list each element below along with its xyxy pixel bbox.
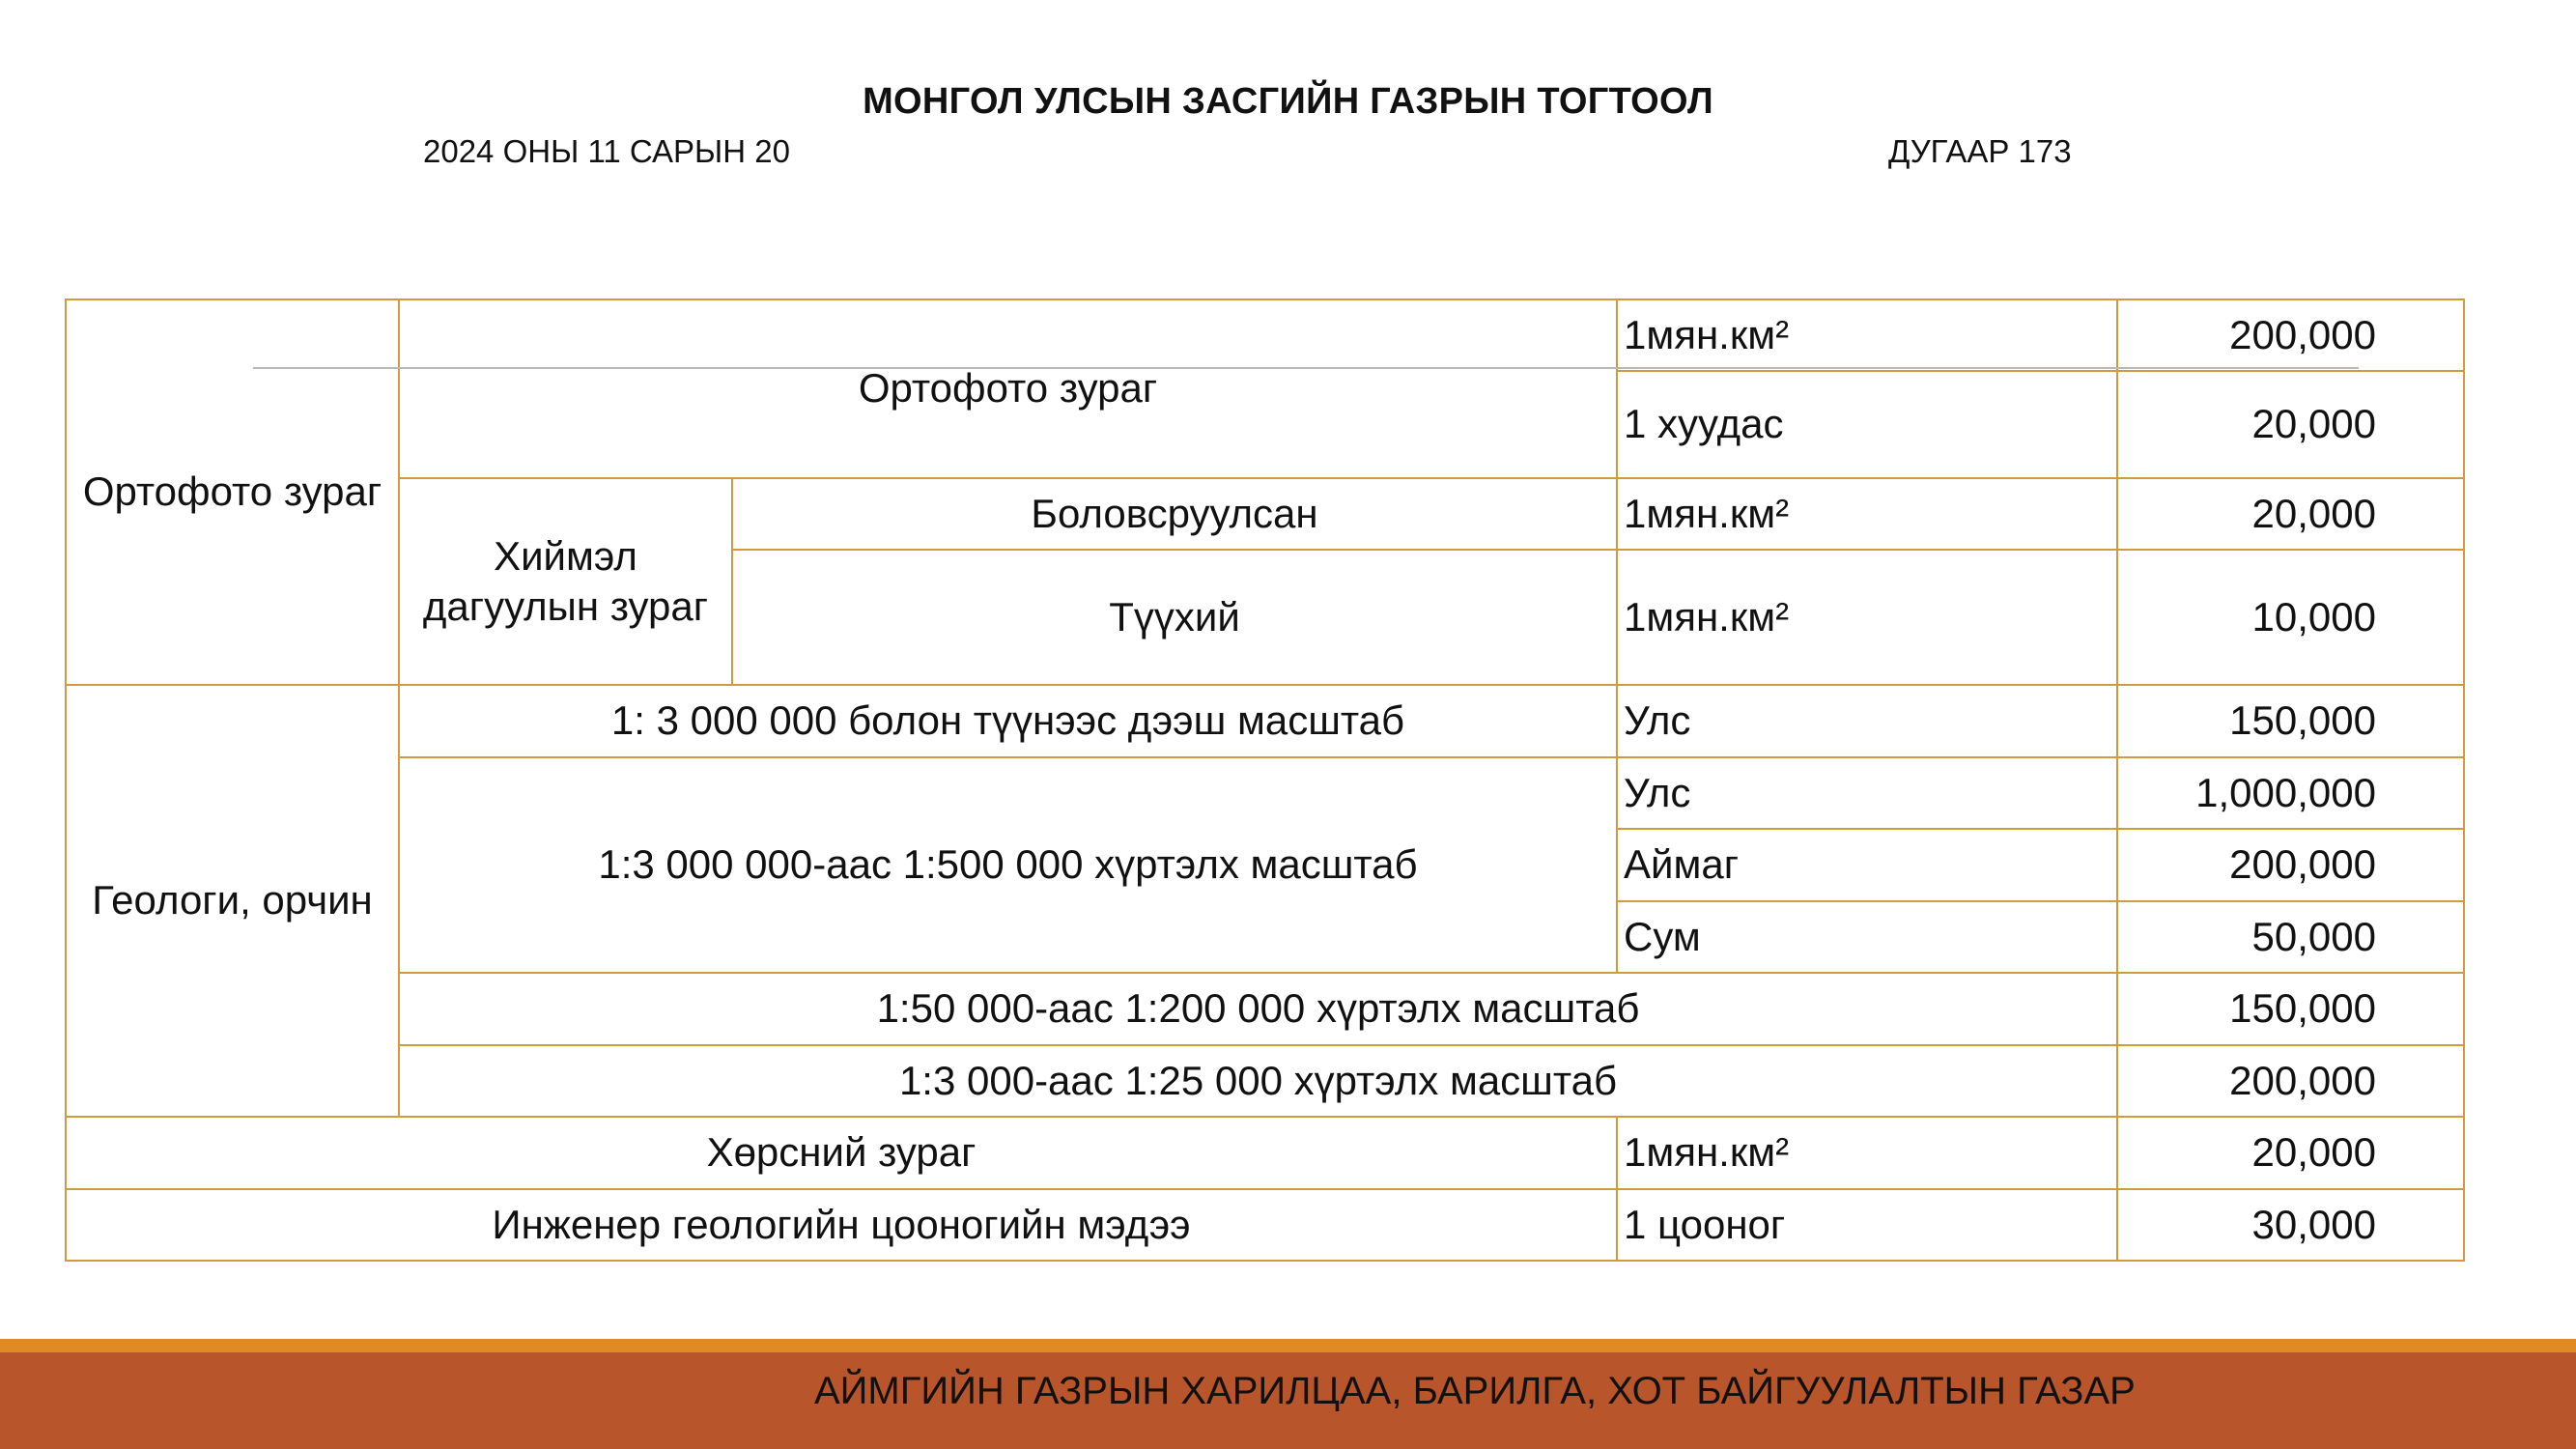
- unit-cell: 1 хуудас: [1617, 371, 2117, 478]
- engineering-geology-label: Инженер геологийн цооногийн мэдээ: [66, 1189, 1617, 1261]
- price-cell: 200,000: [2117, 299, 2464, 371]
- price-cell: 150,000: [2117, 685, 2464, 757]
- fee-table: [65, 298, 2465, 1262]
- scale-label: 1: 3 000 000 болон түүнээс дээш масштаб: [399, 685, 1617, 757]
- price-cell: 20,000: [2117, 1117, 2464, 1189]
- unit-cell: Улс: [1617, 685, 2117, 757]
- ortho-photo-label: Ортофото зураг: [399, 299, 1617, 478]
- category-cell-ortho: Ортофото зураг: [66, 299, 399, 685]
- price-cell: 200,000: [2117, 1045, 2464, 1117]
- table-row: [66, 1045, 2464, 1117]
- unit-cell: 1мян.км²: [1617, 1117, 2117, 1189]
- table-row: [66, 757, 2464, 829]
- unit-cell: 1мян.км²: [1617, 299, 2117, 371]
- scale-label: 1:3 000-аас 1:25 000 хүртэлх масштаб: [399, 1045, 2117, 1117]
- scale-label: 1:3 000 000-аас 1:500 000 хүртэлх масштаб: [399, 757, 1617, 973]
- document-title: МОНГОЛ УЛСЫН ЗАСГИЙН ГАЗРЫН ТОГТООЛ: [863, 81, 1713, 122]
- unit-cell: 1мян.км²: [1617, 550, 2117, 685]
- type-cell-raw: Түүхий: [732, 550, 1617, 685]
- table-row: [66, 973, 2464, 1045]
- price-cell: 20,000: [2117, 478, 2464, 550]
- price-cell: 30,000: [2117, 1189, 2464, 1261]
- table-row: [66, 685, 2464, 757]
- price-cell: 1,000,000: [2117, 757, 2464, 829]
- soil-map-label: Хөрсний зураг: [66, 1117, 1617, 1189]
- resolution-date: 2024 ОНЫ 11 САРЫН 20: [423, 133, 790, 169]
- footer-accent-stripe: [0, 1339, 2576, 1352]
- resolution-number: ДУГААР 173: [1888, 133, 2072, 169]
- category-cell-geology: Геологи, орчин: [66, 685, 399, 1117]
- table-row: [66, 299, 2464, 371]
- price-cell: 150,000: [2117, 973, 2464, 1045]
- unit-cell: 1мян.км²: [1617, 478, 2117, 550]
- unit-cell: Улс: [1617, 757, 2117, 829]
- type-cell-processed: Боловсруулсан: [732, 478, 1617, 550]
- price-cell: 50,000: [2117, 901, 2464, 973]
- unit-cell: 1 цооног: [1617, 1189, 2117, 1261]
- unit-cell: Аймаг: [1617, 829, 2117, 901]
- price-cell: 10,000: [2117, 550, 2464, 685]
- table-row: [66, 478, 2464, 550]
- table-row: [66, 1189, 2464, 1261]
- scale-label: 1:50 000-аас 1:200 000 хүртэлх масштаб: [399, 973, 2117, 1045]
- table-row: [66, 1117, 2464, 1189]
- price-cell: 200,000: [2117, 829, 2464, 901]
- divider-line: [253, 367, 2359, 369]
- unit-cell: Сум: [1617, 901, 2117, 973]
- price-cell: 20,000: [2117, 371, 2464, 478]
- footer-organization-name: АЙМГИЙН ГАЗРЫН ХАРИЛЦАА, БАРИЛГА, ХОТ БАЙГУУЛАЛТЫН ГАЗАР: [814, 1370, 2136, 1412]
- satellite-image-label: Хиймэл дагуулын зураг: [399, 478, 732, 685]
